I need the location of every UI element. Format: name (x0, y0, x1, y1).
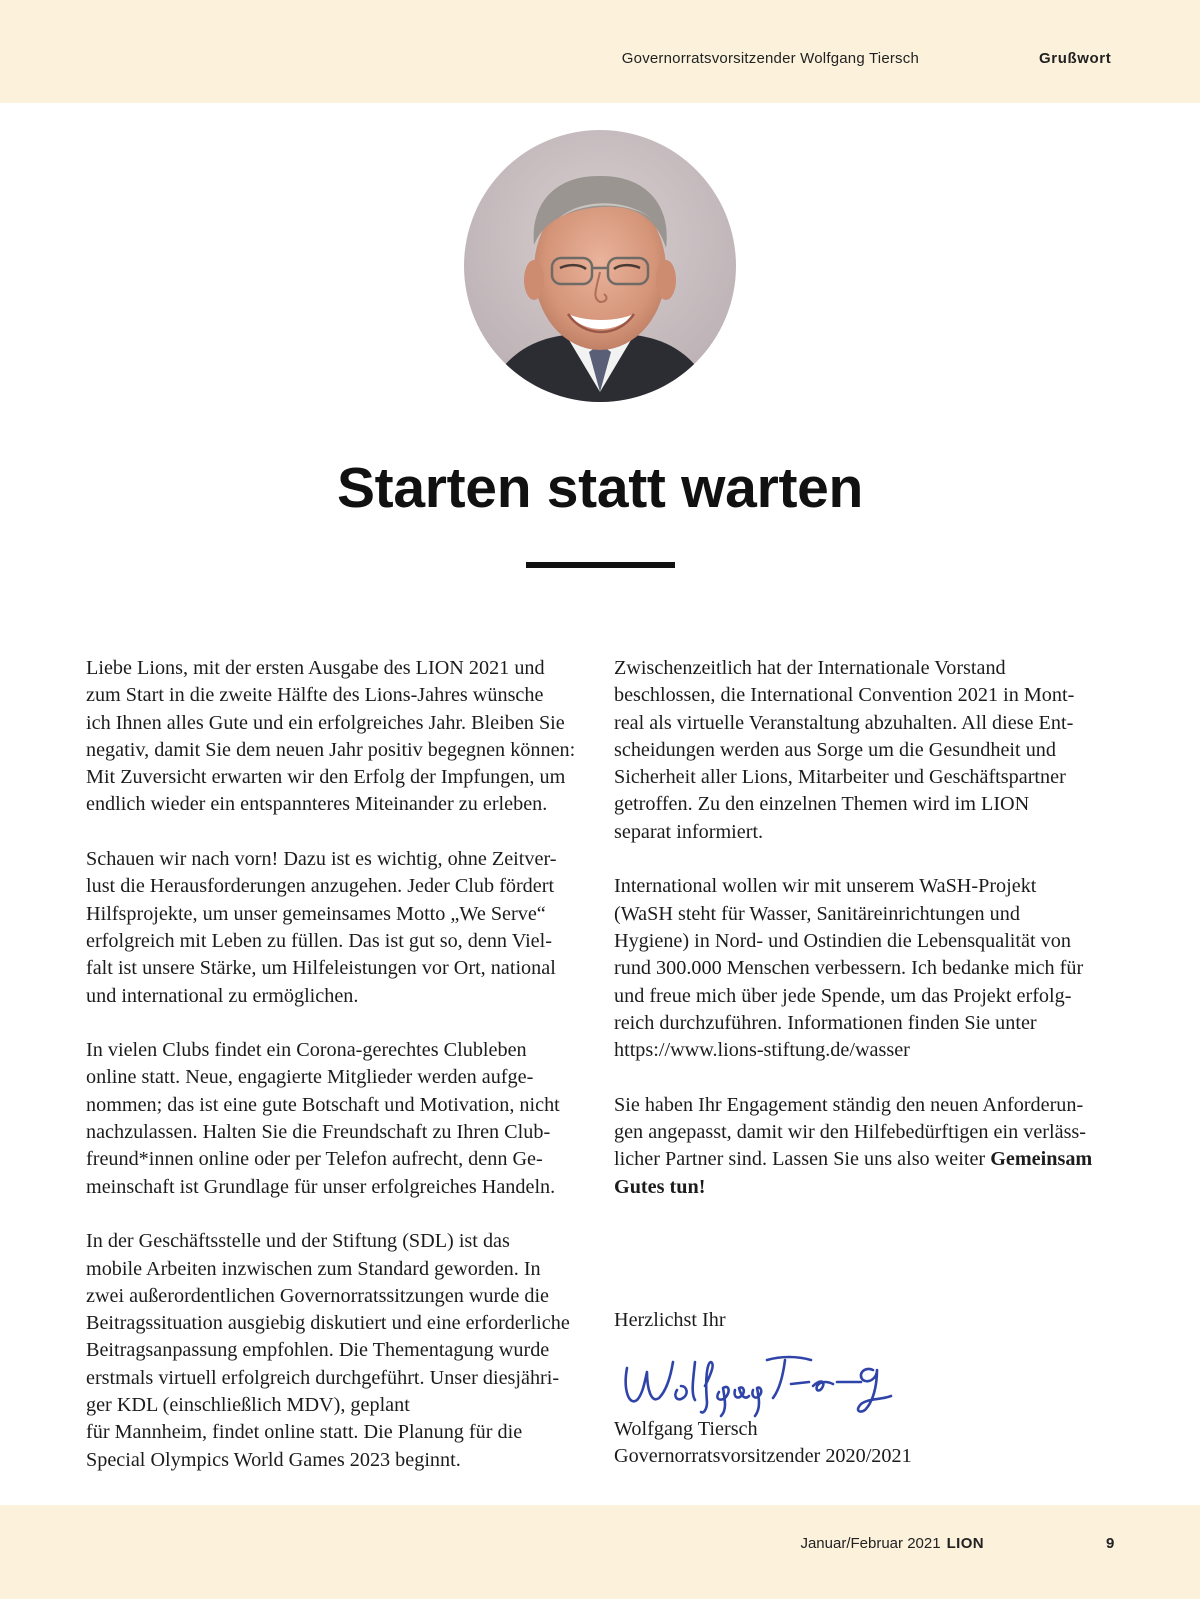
emphasis-text: Gutes tun! (614, 1175, 706, 1198)
text-line (614, 1146, 1114, 1173)
text-line: In der Geschäftsstelle und der Stiftung (SDL) ist das (86, 1230, 510, 1253)
text-line: Hilfsprojekte, um unser gemeinsames Motto „We Serve“ (86, 902, 546, 925)
text-line: scheidungen werden aus Sorge um die Gesundheit und (614, 738, 1056, 761)
text-line: nommen; das ist eine gute Botschaft und Motivation, nicht (86, 1093, 560, 1116)
magazine-name: LION (946, 1535, 984, 1552)
signer-title: Governorratsvorsitzender 2020/2021 (614, 1445, 912, 1467)
url-text: https://www.lions-stiftung.de/wasser (614, 1039, 910, 1062)
text-line: und international zu ermöglichen. (86, 984, 359, 1007)
paragraph (86, 1037, 588, 1201)
text-line: Liebe Lions, mit der ersten Ausgabe des LION 2021 und (86, 657, 545, 679)
text-line: Zwischenzeitlich hat der Internationale Vorstand (614, 657, 1006, 679)
text-line: Beitragssituation ausgiebig diskutiert und eine erforderliche (86, 1312, 570, 1335)
text-line: In vielen Clubs findet ein Corona-gerechtes Clubleben (86, 1039, 527, 1062)
footer-band (0, 1505, 1200, 1599)
handwritten-signature (615, 1340, 915, 1420)
text-line: zum Start in die zweite Hälfte des Lions-Jahres wünsche (86, 684, 544, 707)
left-column (86, 655, 588, 1501)
text-line: reich durchzuführen. Informationen finden Sie unter (614, 1011, 1037, 1034)
closing-greeting: Herzlichst Ihr (614, 1309, 726, 1331)
text-line: nachzulassen. Halten Sie die Freundschaft zu Ihren Club- (86, 1121, 551, 1144)
paragraph (614, 873, 1114, 1064)
text-line: erstmals virtuell erfolgreich durchgeführt. Unser diesjähri- (86, 1366, 560, 1389)
page-number: 9 (1106, 1535, 1115, 1552)
text-line: Mit Zuversicht erwarten wir den Erfolg der Impfungen, um (86, 766, 566, 789)
text-line: (WaSH steht für Wasser, Sanitäreinrichtungen und (614, 902, 1020, 925)
text-line: Beitragsanpassung empfohlen. Die Thementagung wurde (86, 1339, 550, 1362)
text-line: ger KDL (einschließlich MDV), geplant (86, 1394, 410, 1417)
text-line: falt ist unsere Stärke, um Hilfeleistungen vor Ort, national (86, 957, 556, 980)
header-band (0, 0, 1200, 103)
text-line: zwei außerordentlichen Governorratssitzungen wurde die (86, 1284, 550, 1307)
paragraph (614, 1092, 1114, 1201)
text-line (614, 1174, 1114, 1201)
issue-date: Januar/Februar 2021 (800, 1535, 941, 1552)
paragraph (86, 655, 588, 819)
text-line: lust die Herausforderungen anzugehen. Jeder Club fördert (86, 875, 555, 898)
text-line: Sie haben Ihr Engagement ständig den neuen Anforderun- (614, 1093, 1084, 1116)
text-line: online statt. Neue, engagierte Mitglieder werden aufge- (86, 1066, 534, 1089)
text-line: Schauen wir nach vorn! Dazu ist es wichtig, ohne Zeitver- (86, 848, 557, 871)
text-line: und freue mich über jede Spende, um das Projekt erfolg- (614, 984, 1072, 1007)
text-line: ich Ihnen alles Gute und ein erfolgreiches Jahr. Bleiben Sie (86, 711, 565, 734)
text-line: endlich wieder ein entspannteres Miteinander zu erleben. (86, 793, 548, 816)
portrait-photo (464, 130, 736, 402)
article-title: Starten statt warten (336, 456, 864, 520)
text-line: getroffen. Zu den einzelnen Themen wird im LION (614, 793, 1030, 816)
text-line: gen angepasst, damit wir den Hilfebedürftigen ein verläss- (614, 1121, 1087, 1144)
text-line: negativ, damit Sie dem neuen Jahr positiv begegnen können: (86, 738, 576, 761)
signer-name: Wolfgang Tiersch (614, 1418, 758, 1440)
header-section: Grußwort (1039, 50, 1112, 67)
text-line: Special Olympics World Games 2023 beginnt. (86, 1448, 461, 1471)
paragraph (614, 655, 1114, 846)
text-line: Sicherheit aller Lions, Mitarbeiter und Geschäftspartner (614, 766, 1066, 789)
right-column (614, 655, 1114, 1228)
text-segment: licher Partner sind. Lassen Sie uns also weiter (614, 1148, 991, 1171)
issue-label (800, 1535, 984, 1552)
text-line: mobile Arbeiten inzwischen zum Standard geworden. In (86, 1257, 541, 1280)
text-line: erfolgreich mit Leben zu füllen. Das ist gut so, denn Viel- (86, 929, 552, 952)
text-line: freund*innen online oder per Telefon aufrecht, denn Ge- (86, 1148, 543, 1171)
text-line: International wollen wir mit unserem WaSH-Projekt (614, 875, 1037, 898)
emphasis-text: Gemeinsam (990, 1148, 1093, 1171)
text-line: separat informiert. (614, 820, 764, 843)
title-rule (526, 562, 675, 568)
text-line: für Mannheim, findet online statt. Die Planung für die (86, 1421, 523, 1444)
paragraph (86, 846, 588, 1010)
text-line: meinschaft ist Grundlage für unser erfolgreiches Handeln. (86, 1175, 556, 1198)
paragraph (86, 1228, 588, 1474)
header-subject: Governorratsvorsitzender Wolfgang Tiersch (621, 50, 919, 67)
text-line: Hygiene) in Nord- und Ostindien die Lebensqualität von (614, 929, 1071, 952)
text-line: beschlossen, die International Convention 2021 in Mont- (614, 684, 1075, 707)
text-line: rund 300.000 Menschen verbessern. Ich bedanke mich für (614, 957, 1084, 980)
text-line: real als virtuelle Veranstaltung abzuhalten. All diese Ent- (614, 711, 1074, 734)
